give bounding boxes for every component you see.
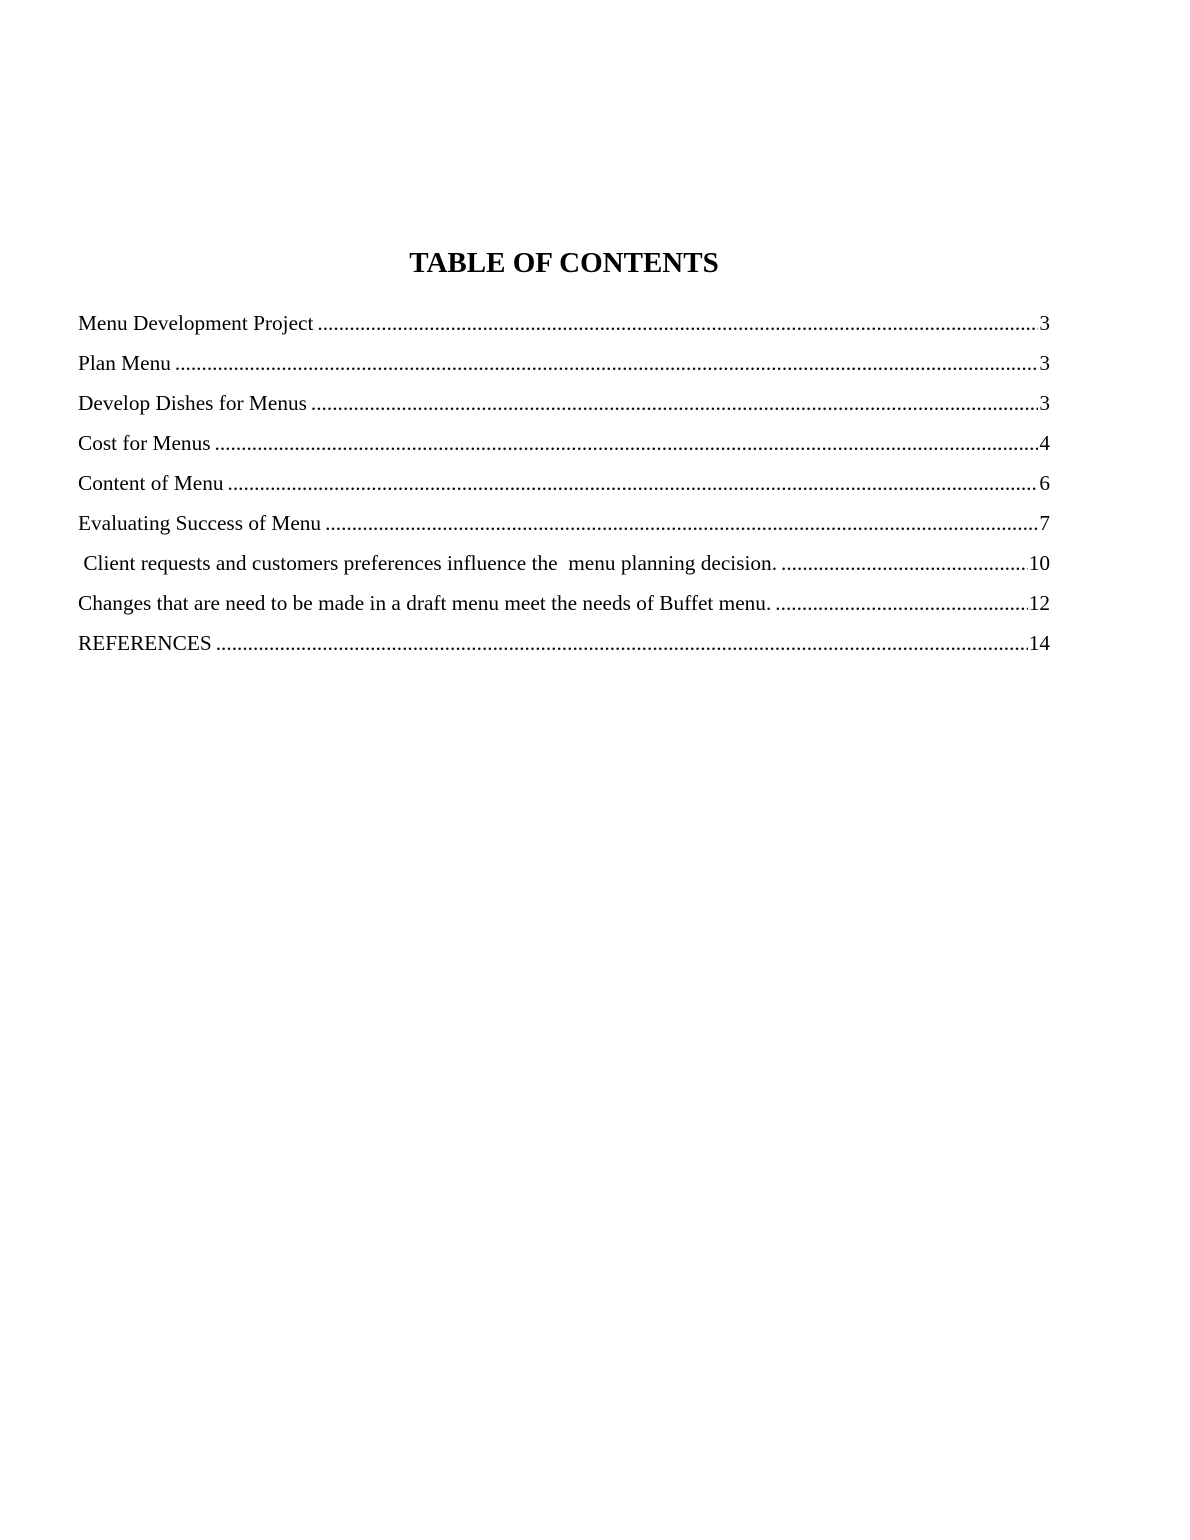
toc-entry-plan-menu[interactable]: [78, 348, 1050, 388]
toc-entry-references[interactable]: [78, 628, 1050, 668]
toc-entry-content-of-menu[interactable]: [78, 468, 1050, 508]
dot-leader: [228, 468, 1039, 498]
toc-entry-label: REFERENCES: [78, 631, 212, 655]
toc-entry-page-number: 3: [1039, 391, 1050, 415]
toc-entry-page-number: 12: [1028, 591, 1050, 615]
toc-entry-label: Evaluating Success of Menu: [78, 511, 322, 535]
toc-entry-label: Menu Development Project: [78, 311, 314, 335]
toc-entry-client-requests[interactable]: [78, 548, 1050, 588]
dot-leader: [311, 388, 1038, 418]
toc-entry-label: Content of Menu: [78, 471, 224, 495]
toc-entry-cost-for-menus[interactable]: [78, 428, 1050, 468]
toc-entry-page-number: 7: [1039, 511, 1050, 535]
dot-leader: [775, 588, 1027, 618]
dot-leader: [215, 428, 1039, 458]
toc-entry-page-number: 10: [1028, 551, 1050, 575]
toc-entry-label: Changes that are need to be made in a draft menu meet the needs of Buffet menu.: [78, 591, 772, 615]
toc-entry-label: Develop Dishes for Menus: [78, 391, 307, 415]
dot-leader: [216, 628, 1028, 658]
toc-entry-page-number: 6: [1039, 471, 1050, 495]
toc-entry-page-number: 4: [1039, 431, 1050, 455]
dot-leader: [325, 508, 1038, 538]
toc-entry-label: Plan Menu: [78, 351, 171, 375]
dot-leader: [317, 308, 1038, 338]
toc-entry-draft-menu-changes[interactable]: [78, 588, 1050, 628]
toc-entry-page-number: 14: [1028, 631, 1050, 655]
toc-entry-label: Client requests and customers preferences influence the menu planning decision.: [78, 551, 778, 575]
toc-entry-evaluating-success[interactable]: [78, 508, 1050, 548]
toc-title: TABLE OF CONTENTS: [409, 247, 719, 279]
toc-entry-label: Cost for Menus: [78, 431, 211, 455]
toc-entry-page-number: 3: [1039, 311, 1050, 335]
toc-list: [78, 308, 1050, 668]
dot-leader: [781, 548, 1028, 578]
toc-entry-menu-development-project[interactable]: [78, 308, 1050, 348]
toc-entry-develop-dishes[interactable]: [78, 388, 1050, 428]
toc-entry-page-number: 3: [1039, 351, 1050, 375]
dot-leader: [175, 348, 1038, 378]
